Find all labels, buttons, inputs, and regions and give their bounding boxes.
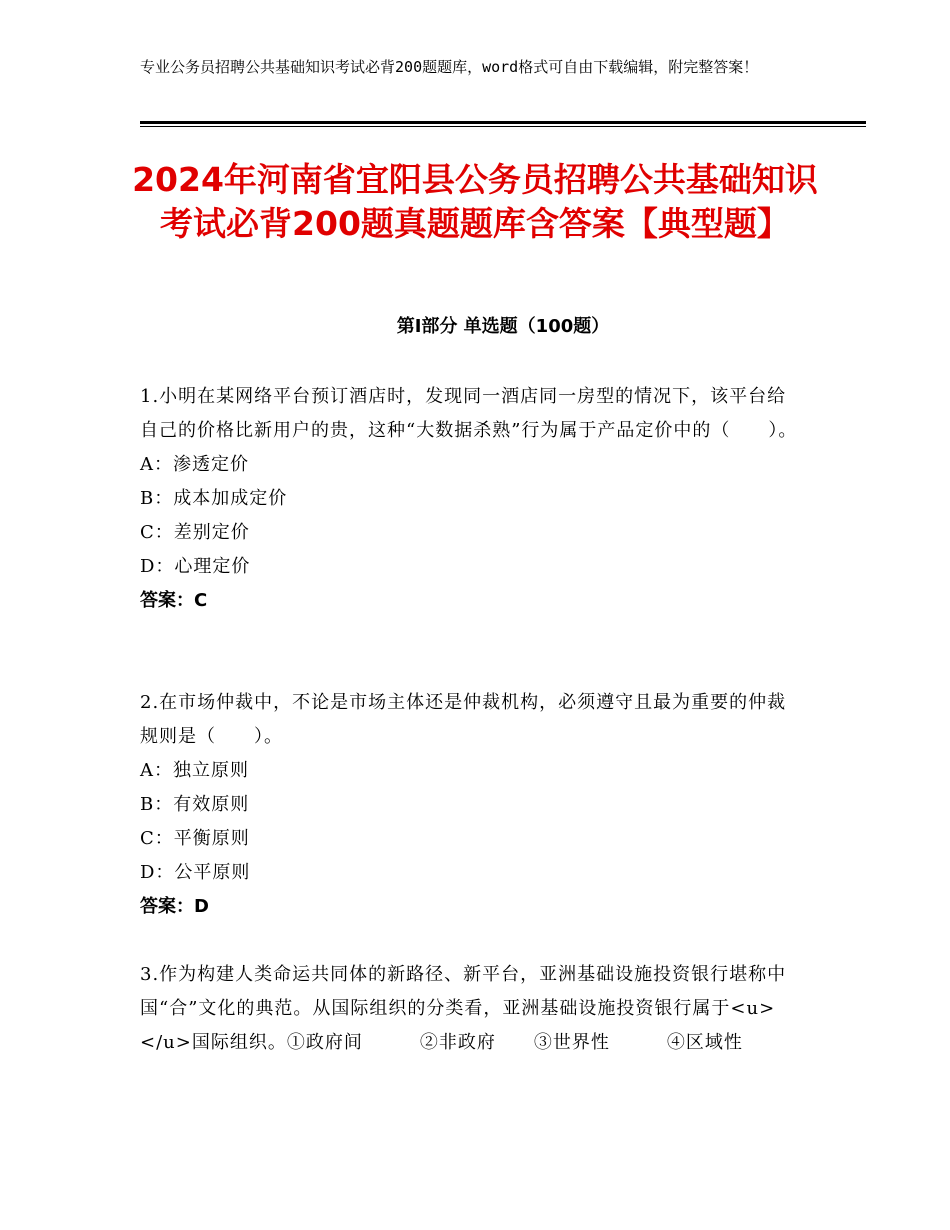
question-2 [140, 686, 800, 924]
answer: 答案：C [140, 590, 208, 611]
option-a: A：独立原则 [140, 760, 249, 781]
answer: 答案：D [140, 896, 209, 917]
section-title: 第Ⅰ部分 单选题（100题） [396, 316, 610, 337]
option-b: B：成本加成定价 [140, 488, 288, 509]
question-stem: 2.在市场仲裁中，不论是市场主体还是仲裁机构，必须遵守且最为重要的仲裁规则是（ ）。 [140, 692, 787, 747]
option-d: D：心理定价 [140, 556, 251, 577]
question-stem: 3.作为构建人类命运共同体的新路径、新平台，亚洲基础设施投资银行堪称中国“合”文化的典范。从国际组织的分类看，亚洲基础设施投资银行属于<u> </u>国际组织。①政府间 ②非政府 ③世界性 ④区域性 [140, 964, 871, 1053]
header-divider-thick [140, 121, 866, 124]
option-d: D：公平原则 [140, 862, 251, 883]
document-title: 2024年河南省宜阳县公务员招聘公共基础知识考试必背200题真题题库含答案【典型题】 [132, 160, 818, 243]
option-c: C：平衡原则 [140, 828, 250, 849]
option-c: C：差别定价 [140, 522, 250, 543]
header-note: 专业公务员招聘公共基础知识考试必背200题题库，word格式可自由下载编辑，附完整答案！ [140, 58, 759, 76]
question-3 [140, 958, 871, 1060]
header-divider-thin [140, 126, 866, 127]
option-a: A：渗透定价 [140, 454, 249, 475]
option-b: B：有效原则 [140, 794, 250, 815]
question-1 [140, 380, 800, 618]
question-stem: 1.小明在某网络平台预订酒店时，发现同一酒店同一房型的情况下，该平台给自己的价格比新用户的贵，这种“大数据杀熟”行为属于产品定价中的（ ）。 [140, 386, 798, 441]
